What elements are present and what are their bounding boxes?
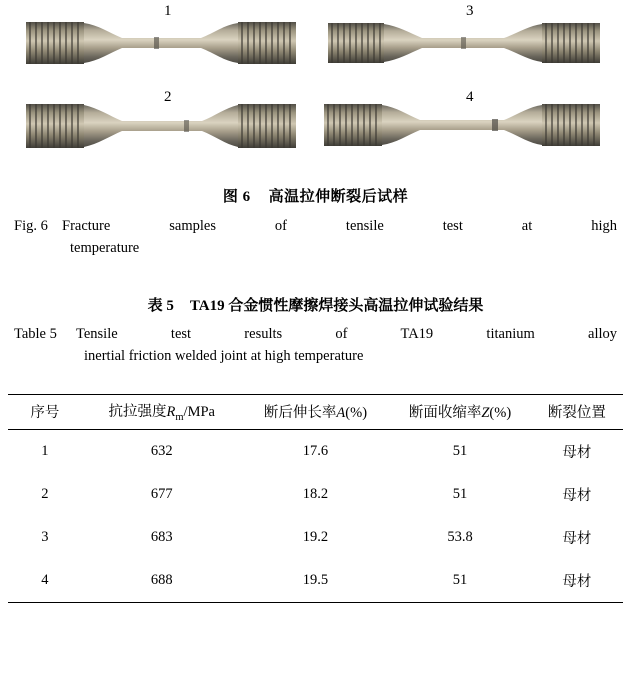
table-title-en-line2: inertial friction welded joint at high temperature <box>84 348 364 365</box>
column-header-index: 序号 <box>8 394 82 429</box>
specimen-bar-4 <box>324 100 600 150</box>
specimen-bar-2 <box>26 100 296 152</box>
specimen-image-4 <box>324 100 600 150</box>
cell-index: 2 <box>41 485 49 502</box>
cell-tensile-strength: 677 <box>150 485 173 502</box>
cell-tensile-strength: 632 <box>150 442 173 459</box>
figure-number-en: Fig. 6 <box>14 218 48 234</box>
cell-fracture-location: 母材 <box>562 530 592 547</box>
table-caption-english <box>14 323 617 368</box>
table-row <box>8 516 623 559</box>
figure-title-en-line1: Fracture samples of tensile test at high <box>62 218 617 234</box>
table-row <box>8 429 623 473</box>
cell-reduction: 51 <box>452 442 468 459</box>
cell-elongation: 18.2 <box>302 485 329 502</box>
table-caption-chinese <box>0 294 631 315</box>
column-header-tensile-strength: 抗拉强度$R_m$/MPa <box>82 394 242 429</box>
specimen-label-3: 3 <box>466 3 474 19</box>
table-header-row <box>8 394 623 429</box>
cell-elongation: 19.2 <box>302 528 329 545</box>
specimen-bar-1 <box>26 18 296 68</box>
cell-index: 4 <box>8 559 82 603</box>
specimen-image-1 <box>26 18 296 68</box>
column-header-fracture-location: 断裂位置 <box>531 394 623 429</box>
specimen-label-4: 4 <box>466 89 474 105</box>
column-header-elongation: 断后伸长率A(%) <box>242 394 390 429</box>
cell-index: 3 <box>41 528 49 545</box>
cell-fracture-location: 母材 <box>562 444 592 461</box>
specimen-label-2: 2 <box>164 89 172 105</box>
table-row <box>8 473 623 516</box>
figure-title-cn: 高温拉伸断裂后试样 <box>268 189 409 205</box>
figure-title-en-line2: temperature <box>70 240 140 257</box>
cell-index: 1 <box>41 442 49 459</box>
cell-fracture-location: 母材 <box>531 559 623 603</box>
specimen-image-2 <box>26 100 296 152</box>
column-header-reduction: 断面收缩率Z(%) <box>389 394 530 429</box>
table-row <box>8 559 623 603</box>
cell-reduction: 51 <box>389 559 530 603</box>
cell-elongation: 19.5 <box>242 559 390 603</box>
figure-caption-chinese <box>0 185 631 206</box>
cell-tensile-strength: 688 <box>82 559 242 603</box>
cell-elongation: 17.6 <box>302 442 329 459</box>
tensile-results-table <box>8 394 623 603</box>
figure-6-image <box>0 0 631 175</box>
figure-number-cn: 图 6 <box>222 189 251 205</box>
table-title-cn: TA19 合金惯性摩擦焊接头高温拉伸试验结果 <box>189 297 484 314</box>
table-number-cn: 表 5 <box>147 297 174 314</box>
table-title-en-line1: Tensile test results of TA19 titanium alloy <box>76 325 617 342</box>
cell-tensile-strength: 683 <box>150 528 173 545</box>
specimen-image-3 <box>328 20 600 66</box>
table-5-wrapper <box>8 394 623 603</box>
figure-caption-english <box>14 215 617 260</box>
table-number-en: Table 5 <box>14 325 57 342</box>
specimen-label-1: 1 <box>164 3 172 19</box>
cell-reduction: 51 <box>452 485 468 502</box>
cell-reduction: 53.8 <box>447 528 473 545</box>
specimen-bar-3 <box>328 20 600 66</box>
cell-fracture-location: 母材 <box>562 487 592 504</box>
